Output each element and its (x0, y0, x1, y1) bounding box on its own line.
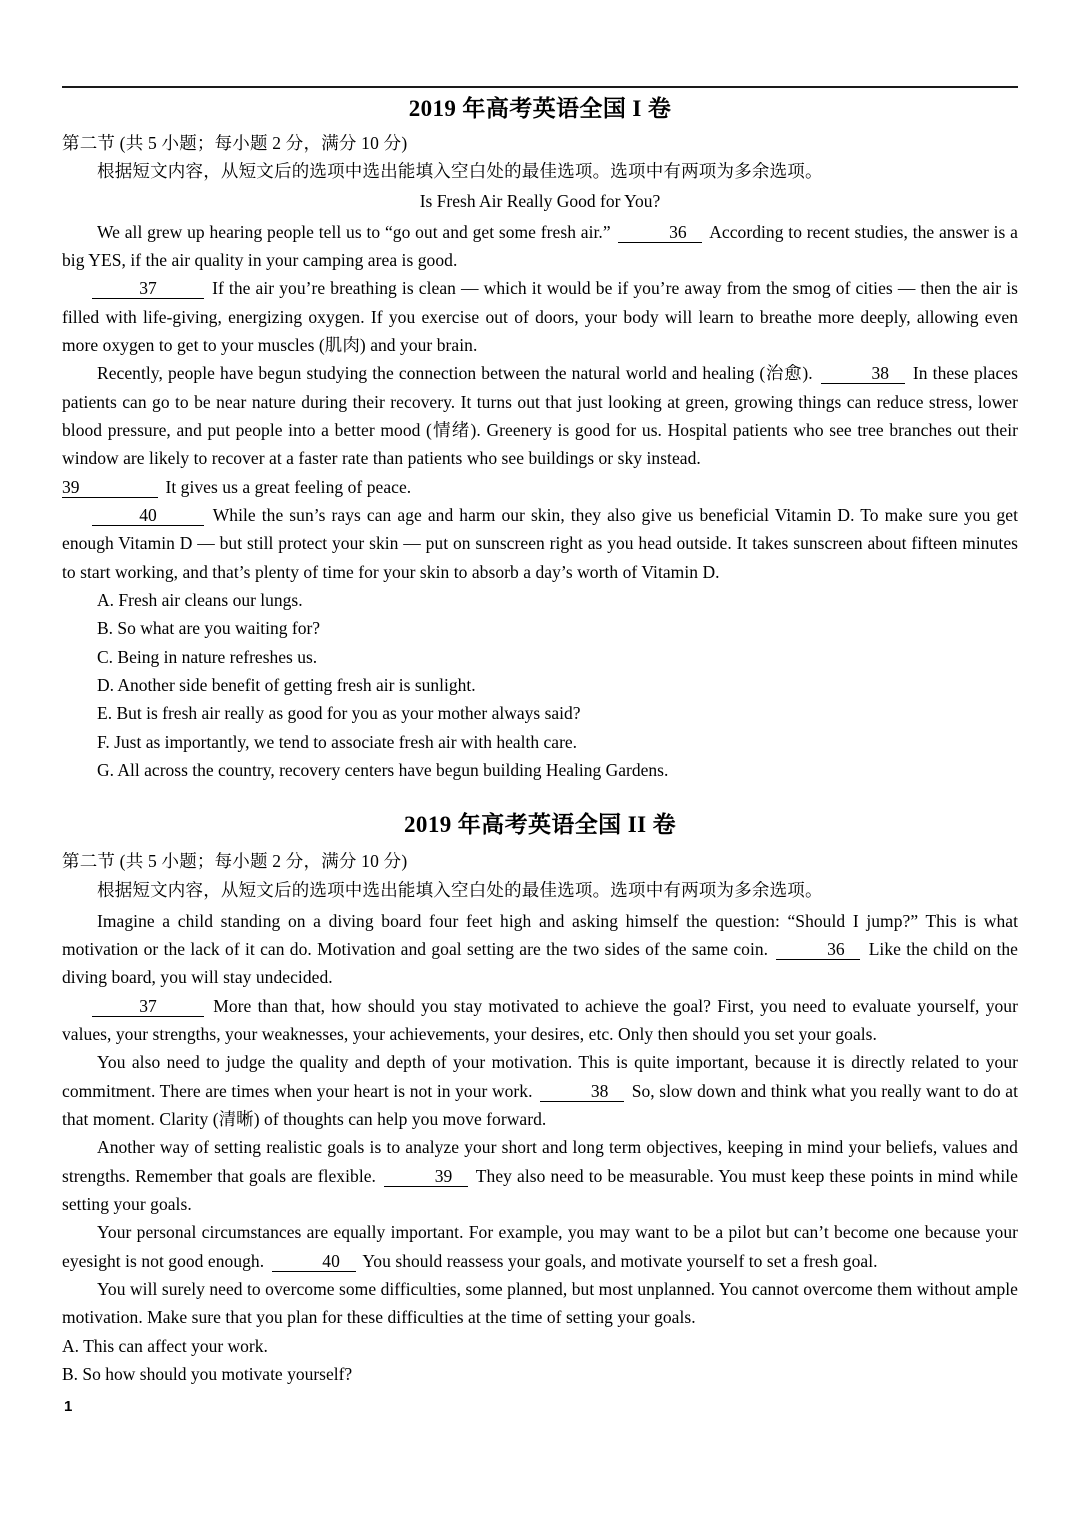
passage-paragraph (62, 992, 1018, 1049)
answer-blank[interactable]: 40 (92, 505, 204, 526)
option-list (62, 1332, 1018, 1389)
option-item[interactable]: D. Another side benefit of getting fresh air is sunlight. (97, 675, 476, 696)
option-item[interactable]: E. But is fresh air really as good for you as your mother always said? (97, 703, 581, 724)
passage-paragraph (62, 359, 1018, 472)
paragraph-text: More than that, how should you stay motivated to achieve the goal? First, you need to evaluate yourself, your values, your strengths, your weaknesses, your achievements, your desires, etc. Only then should you set your goals. (62, 995, 1018, 1045)
answer-blank[interactable]: 40 (272, 1251, 356, 1272)
paragraph-text: Like the child on the diving board, you will stay undecided. (62, 939, 1018, 988)
section-instruction: 根据短文内容，从短文后的选项中选出能填入空白处的最佳选项。选项中有两项为多余选项。 (97, 161, 823, 182)
option-item[interactable]: B. So how should you motivate yourself? (62, 1364, 353, 1385)
passage-paragraph (62, 1048, 1018, 1133)
paragraph-text: Imagine a child standing on a diving board four feet high and asking himself the question: “Should I jump?” This is what motivation or the lack of it can do. Motivation and goal setting are the two sides of the same coin. (62, 910, 1018, 959)
section-instruction: 根据短文内容，从短文后的选项中选出能填入空白处的最佳选项。选项中有两项为多余选项。 (97, 879, 823, 900)
option-item[interactable]: B. So what are you waiting for? (97, 618, 321, 639)
answer-blank[interactable]: 39 (384, 1166, 468, 1187)
answer-blank[interactable]: 37 (92, 278, 204, 299)
page-content (62, 86, 1018, 1389)
answer-blank[interactable]: 36 (776, 939, 860, 960)
paragraph-text: It gives us a great feeling of peace. (165, 476, 412, 497)
paragraph-text: We all grew up hearing people tell us to “go out and get some fresh air.” (97, 221, 611, 242)
option-item[interactable]: A. This can affect your work. (62, 1335, 268, 1356)
section-meta: 第二节 (共 5 小题；每小题 2 分，满分 10 分) (62, 132, 408, 153)
answer-blank[interactable]: 38 (540, 1081, 624, 1102)
paragraph-text: Your personal circumstances are equally important. For example, you may want to be a pilot but can’t become one because your eyesight is not good enough. (62, 1222, 1018, 1271)
answer-blank[interactable]: 39 (62, 477, 158, 498)
option-item[interactable]: C. Being in nature refreshes us. (97, 646, 318, 667)
passage-paragraph (62, 1275, 1018, 1332)
paragraph-text: You will surely need to overcome some difficulties, some planned, but most unplanned. You cannot overcome them without ample motivation. Make sure that you plan for these difficulties at the time of setting your goals. (62, 1279, 1018, 1328)
exam-section (62, 810, 1018, 1388)
paragraph-text: According to recent studies, the answer is a big YES, if the air quality in your camping area is good. (62, 221, 1018, 270)
answer-blank[interactable]: 38 (821, 363, 905, 384)
header-rule (62, 86, 1018, 88)
section-title: 2019 年高考英语全国 I 卷 (408, 96, 672, 121)
paragraph-text: If the air you’re breathing is clean — which it would be if you’re away from the smog of cities — then the air is filled with life-giving, energizing oxygen. If you exercise out of doors, your body will learn to breathe more deeply, allowing even more oxygen to get to your muscles (肌肉) and your brain. (62, 278, 1018, 355)
paragraph-text: So, slow down and think what you really want to do at that moment. Clarity (清晰) of thoughts can help you move forward. (62, 1080, 1018, 1130)
passage-paragraph (62, 907, 1018, 992)
paragraph-text: You also need to judge the quality and depth of your motivation. This is quite important, because it is directly related to your commitment. There are times when your heart is not in your work. (62, 1052, 1018, 1101)
passage-paragraph (62, 218, 1018, 275)
passage-paragraph (62, 473, 1018, 501)
passage-paragraph (62, 501, 1018, 586)
option-item[interactable]: G. All across the country, recovery centers have begun building Healing Gardens. (97, 760, 669, 781)
option-item[interactable]: A. Fresh air cleans our lungs. (97, 589, 303, 610)
passage-paragraph (62, 1218, 1018, 1275)
paragraph-text: You should reassess your goals, and motivate yourself to set a fresh goal. (362, 1250, 878, 1271)
paragraph-text: In these places patients can go to be near nature during their recovery. It turns out that just looking at green, growing things can reduce stress, lower blood pressure, and put people into a better mood (情绪). Greenery is good for us. Hospital patients who see tree branches out their window are likely to recover at a faster rate than patients who see buildings or sky instead. (62, 363, 1018, 469)
option-item[interactable]: F. Just as importantly, we tend to associate fresh air with health care. (97, 731, 578, 752)
section-title: 2019 年高考英语全国 II 卷 (404, 812, 676, 838)
paragraph-text: Another way of setting realistic goals is to analyze your short and long term objectives, keeping in mind your beliefs, values and strengths. Remember that goals are flexible. (62, 1137, 1018, 1186)
section-meta: 第二节 (共 5 小题；每小题 2 分，满分 10 分) (62, 851, 408, 872)
option-list (62, 586, 1018, 784)
passage-paragraph (62, 274, 1018, 359)
sections-container (62, 94, 1018, 1389)
paragraph-text: While the sun’s rays can age and harm our skin, they also give us beneficial Vitamin D. To make sure you get enough Vitamin D — but still protect your skin — put on sunscreen right as you head outside. It takes sunscreen about fifteen minutes to start working, and that’s plenty of time for your skin to absorb a day’s worth of Vitamin D. (62, 504, 1019, 582)
answer-blank[interactable]: 37 (92, 996, 204, 1017)
page-number: 1 (64, 1398, 73, 1415)
paragraph-text: Recently, people have begun studying the connection between the natural world and healing (治愈). (97, 363, 813, 384)
paragraph-text: They also need to be measurable. You must keep these points in mind while setting your goals. (62, 1165, 1018, 1215)
answer-blank[interactable]: 36 (618, 222, 702, 243)
passage-title: Is Fresh Air Really Good for You? (419, 191, 661, 212)
passage-paragraph (62, 1133, 1018, 1218)
exam-section (62, 94, 1018, 784)
